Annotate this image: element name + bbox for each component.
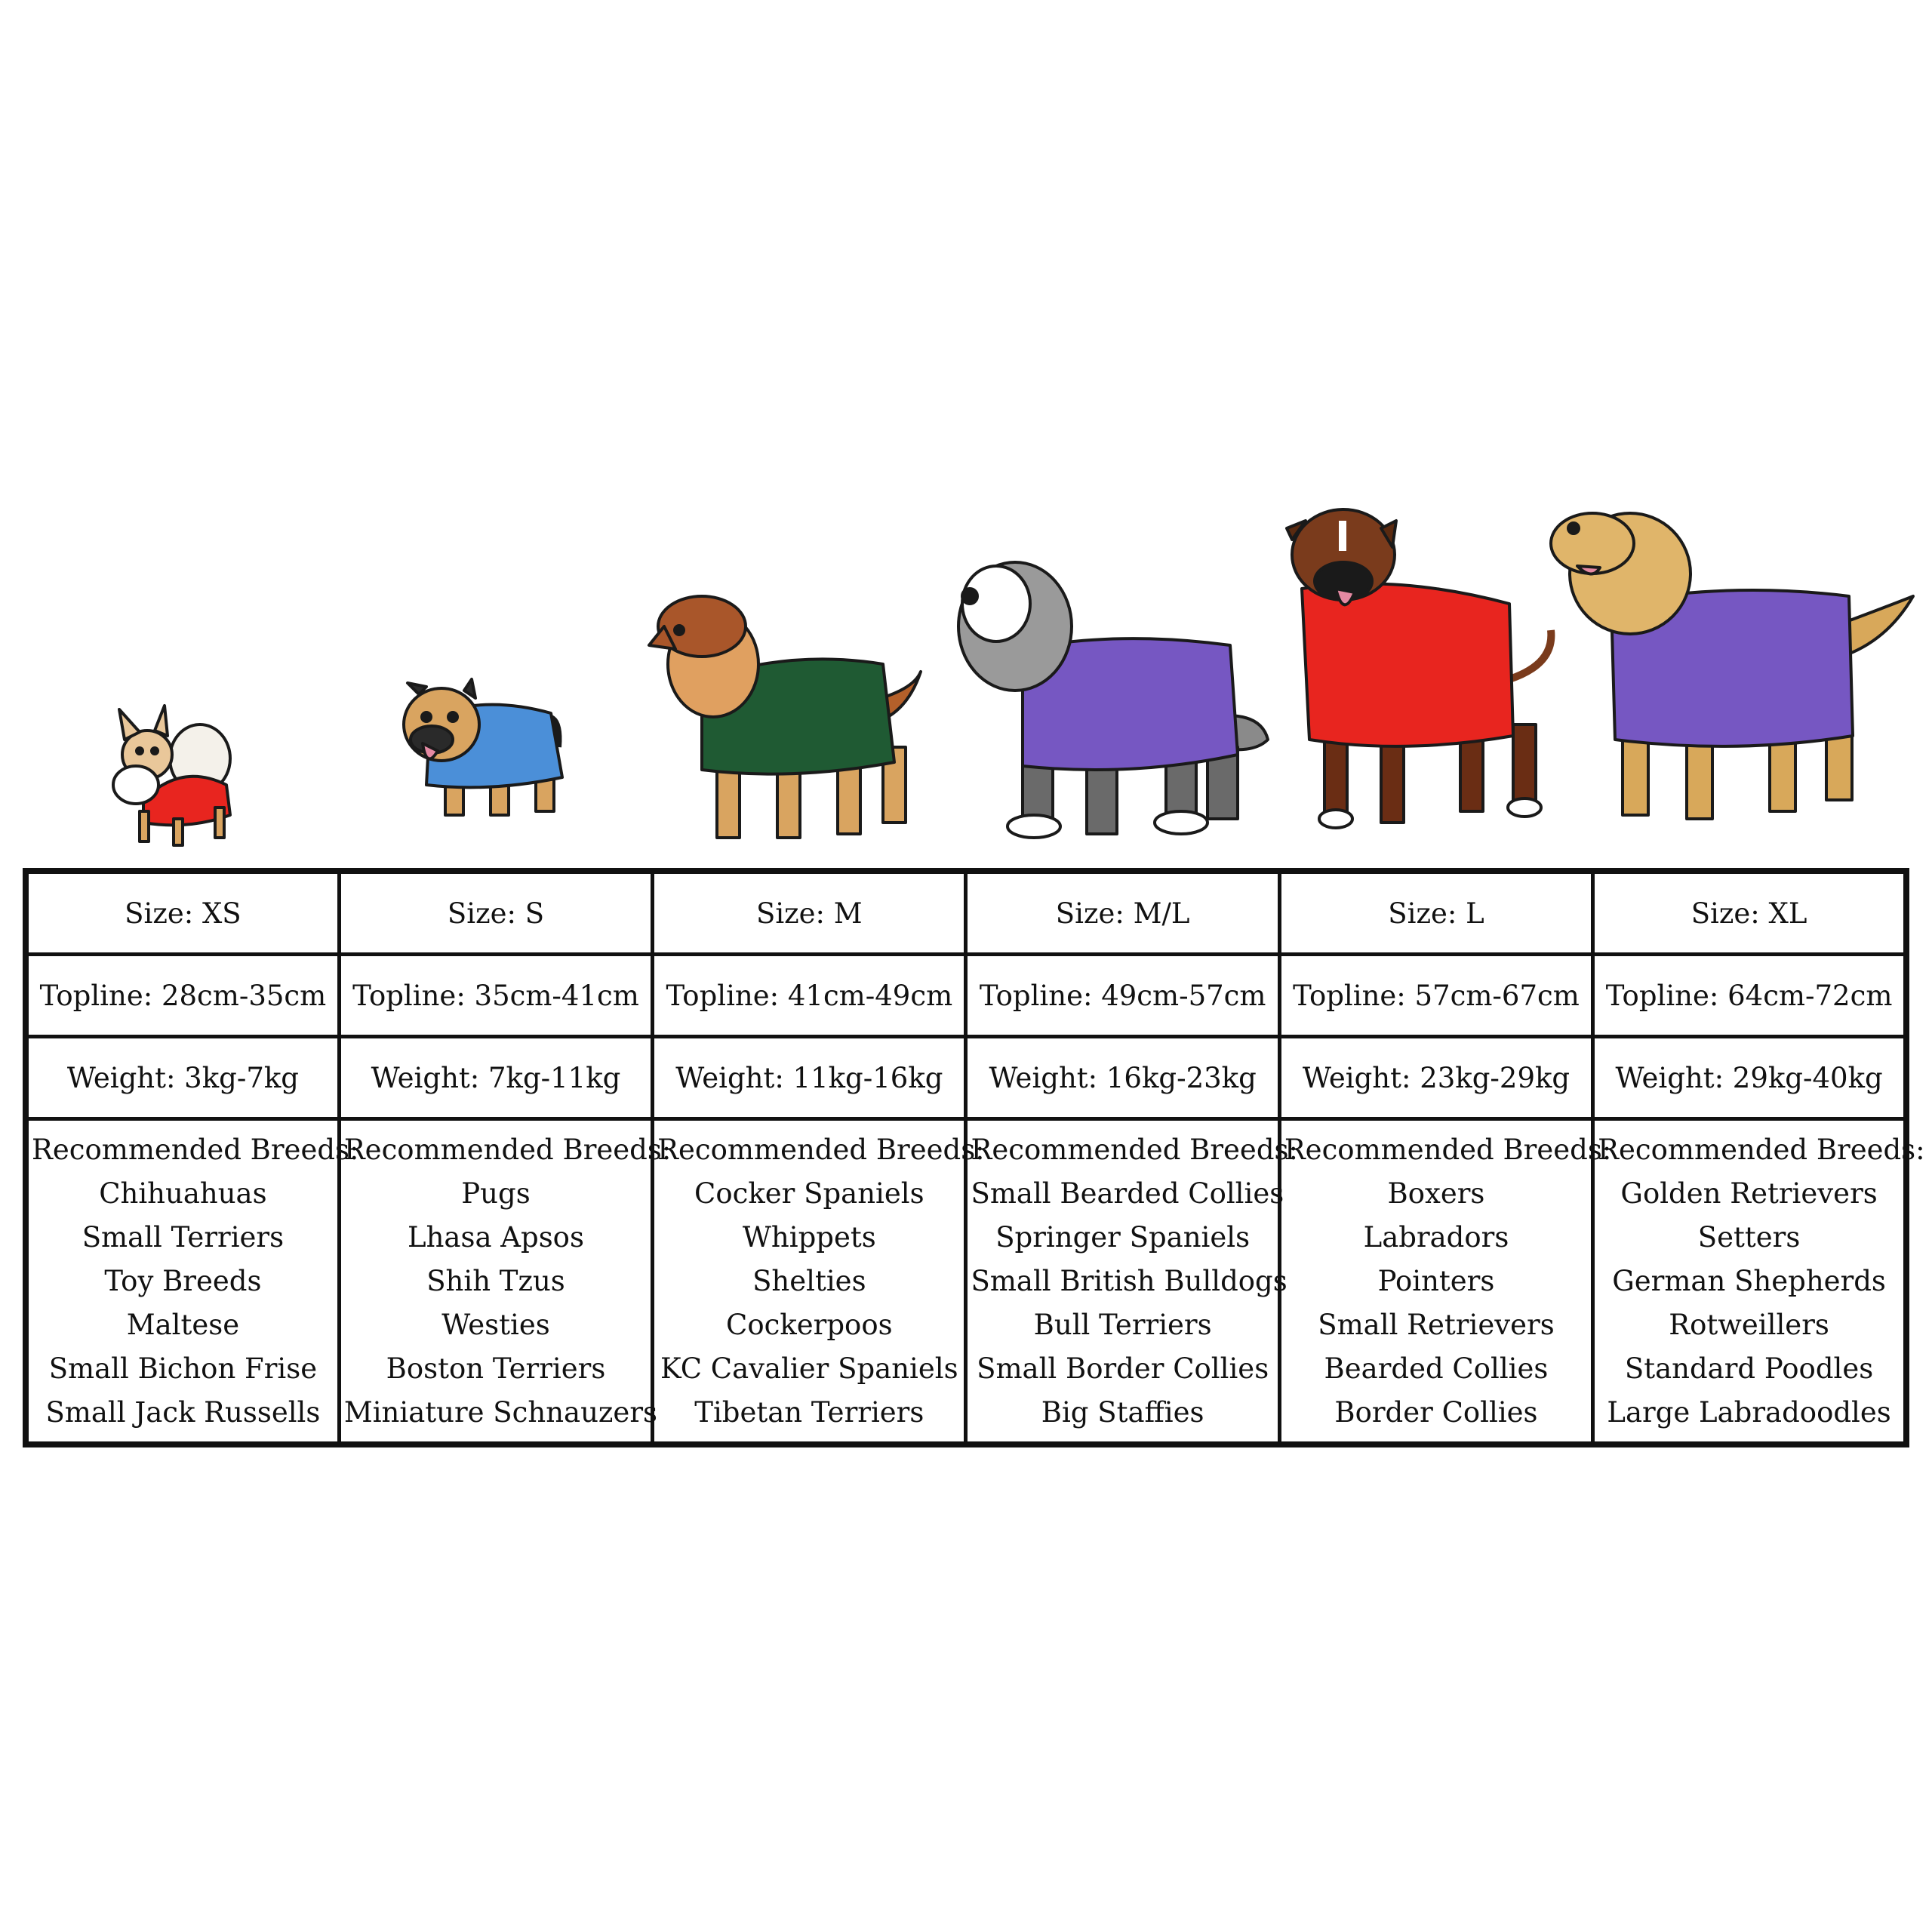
breed-item: Small Terriers [82,1220,285,1254]
topline-cell: Topline: 64cm-72cm [1593,955,1906,1037]
topline-row [26,955,1906,1037]
breed-item: Tibetan Terriers [694,1395,924,1429]
weight-row [26,1037,1906,1119]
breed-item: Shih Tzus [426,1264,565,1297]
breed-item: Cockerpoos [726,1308,893,1341]
breed-item: Pointers [1377,1264,1495,1297]
breed-item: Boston Terriers [386,1352,606,1385]
breed-item: Cocker Spaniels [694,1177,924,1210]
breeds-heading: Recommended Breeds: [32,1133,359,1166]
topline-cell: Topline: 49cm-57cm [966,955,1279,1037]
size-cell: Size: M [653,871,966,955]
breeds-cell [653,1119,985,1445]
size-chart-table [23,868,1925,1447]
chihuahua-icon [113,706,230,845]
breed-item: Bull Terriers [1033,1308,1212,1341]
topline-cell: Topline: 41cm-49cm [653,955,966,1037]
breed-item: Pugs [461,1177,531,1210]
cocker-spaniel-icon [649,596,921,838]
breed-item: Small Bichon Frise [48,1352,318,1385]
weight-cell: Weight: 23kg-29kg [1279,1037,1592,1119]
breed-item: Boxers [1387,1177,1485,1210]
breed-item: Rotweillers [1669,1308,1829,1341]
breed-item: Large Labradoodles [1607,1395,1891,1429]
weight-cell: Weight: 16kg-23kg [966,1037,1279,1119]
breeds-cell [339,1119,672,1445]
breeds-heading: Recommended Breeds: [971,1133,1298,1166]
breeds-row [26,1119,1906,1445]
breed-item: Shelties [752,1264,866,1297]
size-row [26,871,1906,955]
breeds-heading: Recommended Breeds: [1284,1133,1612,1166]
breeds-cell [1593,1119,1925,1445]
breeds-heading: Recommended Breeds: [657,1133,985,1166]
size-cell: Size: L [1279,871,1592,955]
breed-item: Small British Bulldogs [971,1264,1287,1297]
breed-item: Toy Breeds [104,1264,262,1297]
breed-item: Springer Spaniels [995,1220,1251,1254]
weight-cell: Weight: 7kg-11kg [339,1037,652,1119]
size-cell: Size: XL [1593,871,1906,955]
size-cell: Size: XS [26,871,339,955]
breed-item: Small Border Collies [977,1352,1269,1385]
breed-item: Small Jack Russells [45,1395,321,1429]
breeds-cell [1279,1119,1612,1445]
breed-item: Lhasa Apsos [408,1220,584,1254]
breed-item: Golden Retrievers [1620,1177,1878,1210]
breeds-heading: Recommended Breeds: [1598,1133,1925,1166]
pug-icon [404,679,562,815]
weight-cell: Weight: 29kg-40kg [1593,1037,1906,1119]
breed-item: Whippets [742,1220,876,1254]
breeds-heading: Recommended Breeds: [343,1133,672,1166]
topline-cell: Topline: 57cm-67cm [1279,955,1592,1037]
breed-item: Border Collies [1334,1395,1538,1429]
breed-item: German Shepherds [1612,1264,1886,1297]
breed-item: Bearded Collies [1324,1352,1549,1385]
breed-item: Labradors [1363,1220,1509,1254]
breed-item: Setters [1697,1220,1801,1254]
golden-retriever-icon [1551,513,1913,819]
breed-item: KC Cavalier Spaniels [660,1352,958,1385]
size-cell: Size: S [339,871,652,955]
breeds-cell [966,1119,1298,1445]
breed-item: Standard Poodles [1624,1352,1874,1385]
topline-cell: Topline: 28cm-35cm [26,955,339,1037]
breed-item: Chihuahuas [99,1177,267,1210]
topline-cell: Topline: 35cm-41cm [339,955,652,1037]
size-cell: Size: M/L [966,871,1279,955]
breed-item: Small Retrievers [1318,1308,1555,1341]
bearded-collie-icon [958,562,1268,838]
breed-item: Maltese [126,1308,240,1341]
breed-item: Big Staffies [1041,1395,1204,1429]
boxer-icon [1287,509,1551,828]
breed-item: Miniature Schnauzers [343,1395,657,1429]
breed-item: Westies [441,1308,550,1341]
weight-cell: Weight: 11kg-16kg [653,1037,966,1119]
breeds-cell [26,1119,359,1445]
weight-cell: Weight: 3kg-7kg [26,1037,339,1119]
breed-item: Small Bearded Collies [971,1177,1284,1210]
